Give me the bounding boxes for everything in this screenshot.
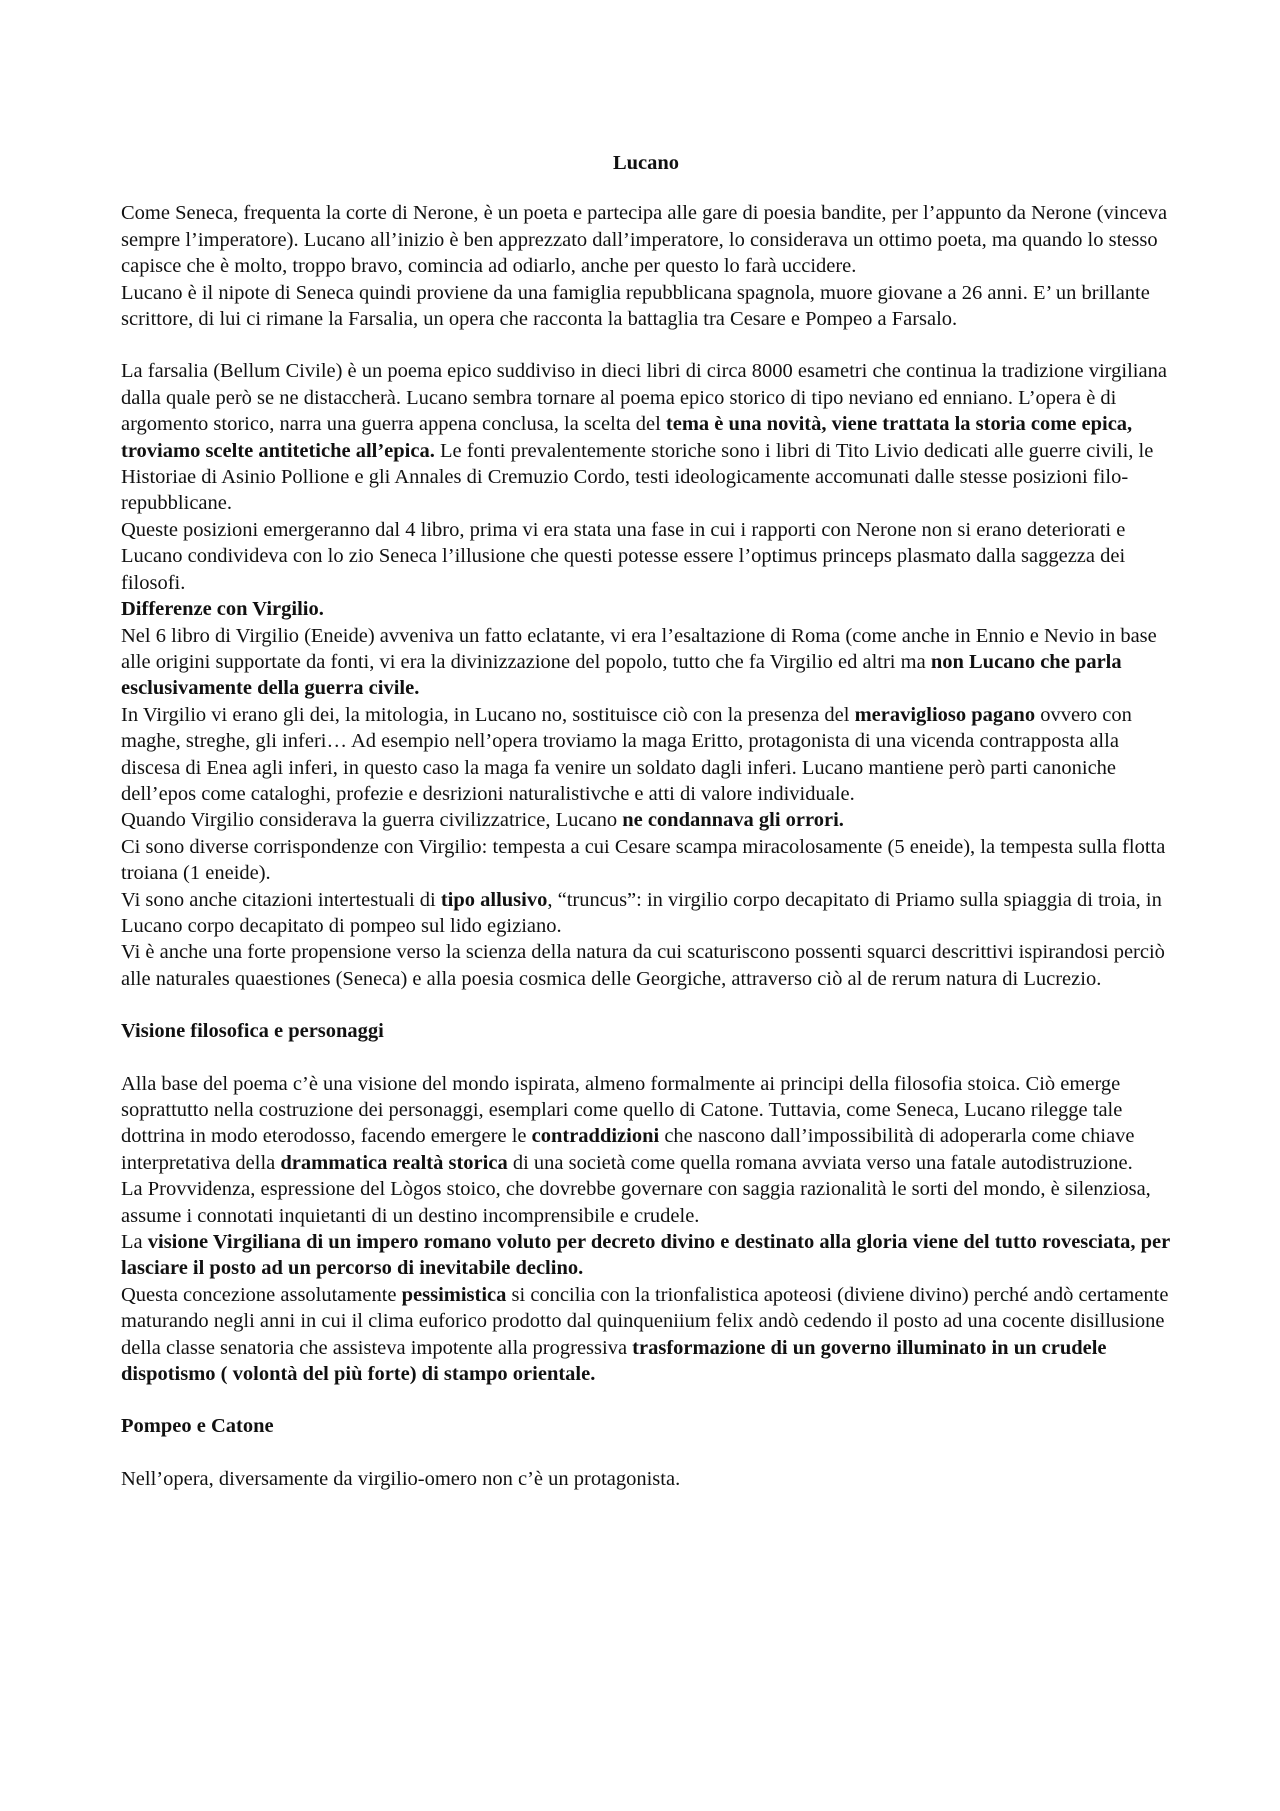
- heading-philosophical-vision: Visione filosofica e personaggi: [121, 1020, 384, 1043]
- paragraph-stoic: Alla base del poema c’è una visione del mondo ispirata, almeno formalmente ai principi della filosofia stoica. Ciò emerge soprattutto nella costruzione dei personaggi, esemplari come quello di Catone. Tuttavia, come Seneca, Lucano rilegge tale dottrina in modo eterodosso, facendo emergere le contraddizioni che nascono dall’impossibilità di adoperarla come chiave interpretativa della drammatica realtà storica di una società come quella romana avviata verso una fatale autodistruzione.: [121, 1072, 1135, 1174]
- paragraph-nephew: Lucano è il nipote di Seneca quindi proviene da una famiglia repubblicana spagnola, muore giovane a 26 anni. E’ un brillante scrittore, di lui ci rimane la Farsalia, un opera che racconta la battaglia tra Cesare e Pompeo a Farsalo.: [121, 281, 1150, 331]
- paragraph-war: Quando Virgilio considerava la guerra civilizzatrice, Lucano ne condannava gli orrori.: [121, 809, 844, 832]
- paragraph-farsalia: La farsalia (Bellum Civile) è un poema epico suddiviso in dieci libri di circa 8000 esametri che continua la tradizione virgiliana dalla quale però se ne distaccherà. Lucano sembra tornare al poema epico storico di tipo neviano ed enniano. L’opera è di argomento storico, narra una guerra appena conclusa, la scelta del tema è una novità, viene trattata la storia come epica, troviamo scelte antitetiche all’epica. Le fonti prevalentemente storiche sono i libri di Tito Livio dedicati alle guerre civili, le Historiae di Asinio Pollione e gli Annales di Cremuzio Cordo, testi ideologicamente accomunati dalle stesse posizioni filo-repubblicane.: [121, 360, 1167, 515]
- paragraph-correspondences: Ci sono diverse corrispondenze con Virgilio: tempesta a cui Cesare scampa miracolosamente (5 eneide), la tempesta sulla flotta troiana (1 eneide).: [121, 835, 1166, 885]
- paragraph-gods: In Virgilio vi erano gli dei, la mitologia, in Lucano no, sostituisce ciò con la presenza del meraviglioso pagano ovvero con maghe, streghe, gli inferi… Ad esempio nell’opera troviamo la maga Eritto, protagonista di una vicenda contrapposta alla discesa di Enea agli inferi, in questo caso la maga fa venire un soldato dagli inferi. Lucano mantiene però parti canoniche dell’epos come cataloghi, profezie e desrizioni naturalistivche e atti di valore individuale.: [121, 703, 1132, 805]
- heading-pompeo-catone: Pompeo e Catone: [121, 1415, 274, 1438]
- paragraph-nature: Vi è anche una forte propensione verso la scienza della natura da cui scaturiscono possenti squarci descrittivi ispirandosi perciò alle naturales quaestiones (Seneca) e alla poesia cosmica delle Georgiche, attraverso ciò al de rerum natura di Lucrezio.: [121, 941, 1165, 990]
- paragraph-providence: La Provvidenza, espressione del Lògos stoico, che dovrebbe governare con saggia razionalità le sorti del mondo, è silenziosa, assume i connotati inquietanti di un destino incomprensibile e crudele.: [121, 1178, 1151, 1227]
- paragraph-intro: Come Seneca, frequenta la corte di Nerone, è un poeta e partecipa alle gare di poesia bandite, per l’appunto da Nerone (vinceva sempre l’imperatore). Lucano all’inizio è ben apprezzato dall’imperatore, lo considerava un ottimo poeta, ma quando lo stesso capisce che è molto, troppo bravo, comincia ad odiarlo, anche per questo lo farà uccidere.: [121, 202, 1168, 278]
- blank-line: [121, 332, 1171, 358]
- paragraph-citations: Vi sono anche citazioni intertestuali di tipo allusivo, “truncus”: in virgilio corpo decapitato di Priamo sulla spiaggia di troia, in Lucano corpo decapitato di pompeo sul lido egiziano.: [121, 888, 1162, 937]
- blank-line: [121, 1440, 1171, 1466]
- heading-differences: Differenze con Virgilio.: [121, 598, 324, 621]
- blank-line: [121, 1045, 1171, 1071]
- paragraph-virgilian-vision: La visione Virgiliana di un impero romano voluto per decreto divino e destinato alla gloria viene del tutto rovesciata, per lasciare il posto ad un percorso di inevitabile declino.: [121, 1231, 1170, 1280]
- document-title: Lucano: [612, 152, 680, 174]
- blank-line: [121, 1387, 1171, 1413]
- paragraph-pessimism: Questa concezione assolutamente pessimistica si concilia con la trionfalistica apoteosi (diviene divino) perché andò certamente maturando negli anni in cui il clima euforico prodotto dal quinqueniium felix andò cedendo il posto ad una cocente disillusione della classe senatoria che assisteva impotente alla progressiva trasformazione di un governo illuminato in un crudele dispotismo ( volontà del più forte) di stampo orientale.: [121, 1283, 1169, 1386]
- document-page: [121, 150, 1171, 1492]
- paragraph-protagonist: Nell’opera, diversamente da virgilio-omero non c’è un protagonista.: [121, 1467, 681, 1490]
- paragraph-eneide: Nel 6 libro di Virgilio (Eneide) avveniva un fatto eclatante, vi era l’esaltazione di Roma (come anche in Ennio e Nevio in base alle origini supportate da fonti, vi era la divinizzazione del popolo, tutto che fa Virgilio ed altri ma non Lucano che parla esclusivamente della guerra civile.: [121, 624, 1157, 700]
- blank-line: [121, 992, 1171, 1018]
- paragraph-positions: Queste posizioni emergeranno dal 4 libro, prima vi era stata una fase in cui i rapporti con Nerone non si erano deteriorati e Lucano condivideva con lo zio Seneca l’illusione che questi potesse essere l’optimus princeps plasmato dalla saggezza dei filosofi.: [121, 518, 1126, 594]
